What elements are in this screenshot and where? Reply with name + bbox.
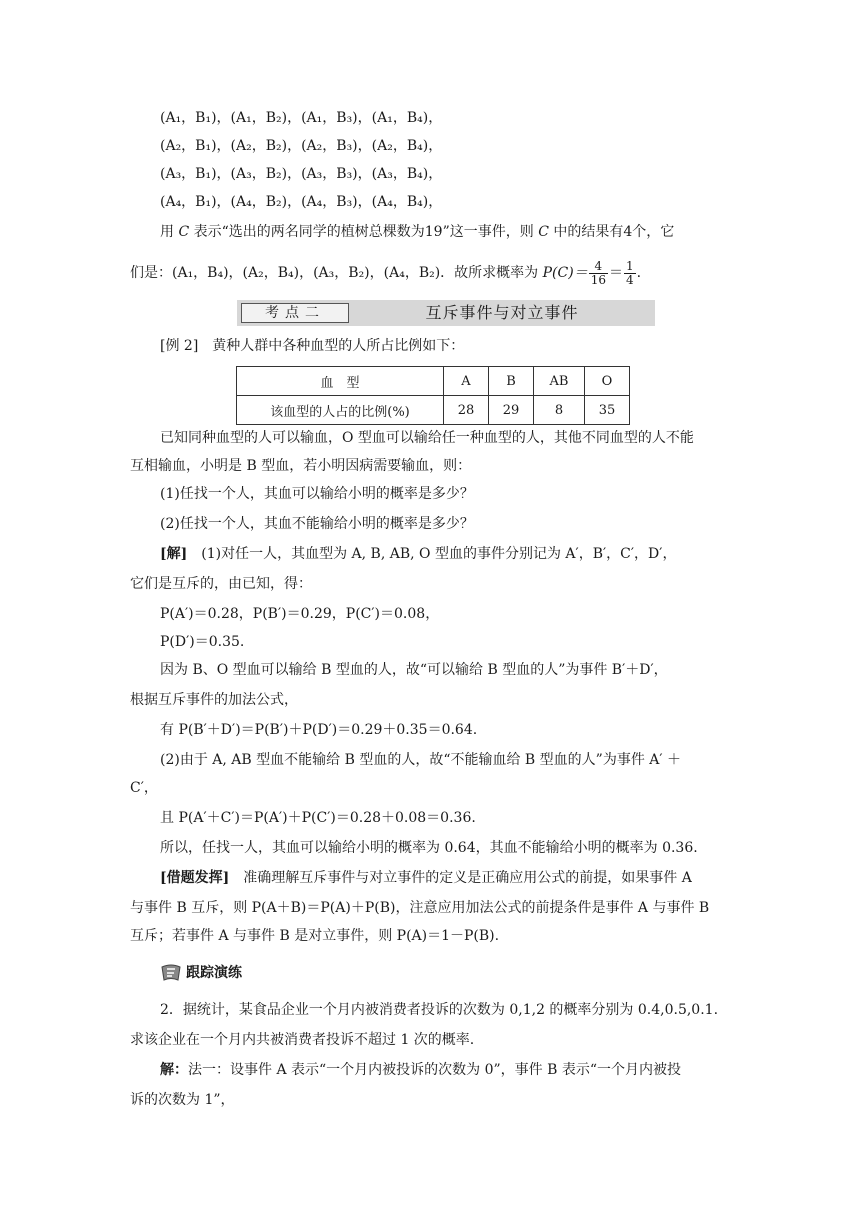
- solution-line: P(D′)＝0.35.: [160, 634, 245, 650]
- table-row-label: 该血型的人占的比例(%): [237, 396, 444, 425]
- solution-line: 因为 B、O 型血可以输给 B 型血的人，故“可以输给 B 型血的人”为事件 B′＋D′，: [160, 662, 668, 678]
- variable: C: [178, 224, 190, 240]
- text: .: [636, 265, 642, 281]
- text: 法一：设事件 A 表示“一个月内被投诉的次数为 0”，事件 B 表示“一个月内被投: [188, 1062, 682, 1078]
- table-cell: 8: [534, 396, 585, 425]
- fraction: [589, 260, 608, 287]
- pair: (A₁，B₄): [371, 110, 429, 126]
- example-label: [例 2]: [160, 338, 199, 354]
- text: 用: [160, 224, 179, 240]
- text: 中的结果有4个，它: [548, 224, 675, 240]
- solution-line: 有 P(B′＋D′)＝P(B′)＋P(D′)＝0.29＋0.35＝0.64.: [160, 722, 478, 738]
- pair: (A₂，B₃): [301, 138, 358, 154]
- exercise-solution-line: 诉的次数为 1”，: [130, 1092, 235, 1108]
- exercise-solution-label: 解：: [160, 1062, 188, 1078]
- text: 表示“选出的两名同学的植树总棵数为19”这一事件，则: [189, 224, 539, 240]
- table-header-cell: O: [585, 367, 630, 396]
- solution-line: 它们是互斥的，由已知，得：: [130, 576, 312, 592]
- exercise-solution-line: [160, 1060, 681, 1080]
- pair: (A₄，B₃): [301, 194, 358, 210]
- pairs-row-2: (A₂，B₁)，(A₂，B₂)，(A₂，B₃)，(A₂，B₄)，: [160, 138, 443, 154]
- practice-icon: [160, 963, 182, 983]
- example-2-intro: [160, 336, 464, 356]
- solution-line: 所以，任找一人，其血可以输给小明的概率为 0.64，其血不能输给小明的概率为 0.36.: [160, 840, 698, 856]
- formula: P(C)＝: [542, 265, 588, 281]
- insight-line: 互斥；若事件 A 与事件 B 是对立事件，则 P(A)＝1－P(B).: [130, 928, 500, 944]
- pairs-row-1: (A₁，B₁)，(A₁，B₂)，(A₁，B₃)，(A₁，B₄)，: [160, 110, 443, 126]
- pair: (A₁，B₃): [301, 110, 358, 126]
- text: 们是：(A₁，B₄)，(A₂，B₄)，(A₃，B₂)，(A₄，B₂)．故所求概率为: [130, 265, 543, 281]
- table-cell: 28: [444, 396, 489, 425]
- solution-line: P(A′)＝0.28，P(B′)＝0.29，P(C′)＝0.08，: [160, 606, 440, 622]
- pair: (A₂，B₂): [230, 138, 288, 154]
- insight-line: 与事件 B 互斥，则 P(A＋B)＝P(A)＋P(B)，注意应用加法公式的前提条件是事件 A 与事件 B: [130, 900, 710, 916]
- variable: C: [538, 224, 549, 240]
- exercise-line: 求该企业在一个月内共被消费者投诉不超过 1 次的概率.: [130, 1032, 475, 1048]
- table-header-cell: A: [444, 367, 489, 396]
- insight-line: [160, 868, 692, 888]
- table-header-cell: AB: [534, 367, 585, 396]
- solution-line: 且 P(A′＋C′)＝P(A′)＋P(C′)＝0.28＋0.08＝0.36.: [160, 810, 476, 826]
- pair: (A₂，B₄): [371, 138, 429, 154]
- solution-label: [解]: [160, 546, 188, 562]
- question-2: (2)任找一个人，其血不能输给小明的概率是多少？: [160, 516, 474, 532]
- solution-line: [160, 544, 676, 564]
- denominator: 4: [625, 272, 634, 287]
- pair: (A₃，B₁): [160, 166, 217, 182]
- solution-line: C′，: [130, 780, 158, 796]
- section-tag: 考点二: [241, 303, 349, 323]
- track-practice-label: 跟踪演练: [186, 965, 242, 981]
- paragraph-line: 互相输血，小明是 B 型血，若小明因病需要输血，则：: [130, 458, 472, 474]
- table-header-cell: B: [489, 367, 534, 396]
- event-c-line-1: [160, 222, 674, 242]
- pairs-row-3: (A₃，B₁)，(A₃，B₂)，(A₃，B₃)，(A₃，B₄)，: [160, 166, 443, 182]
- pairs-row-4: (A₄，B₁)，(A₄，B₂)，(A₄，B₃)，(A₄，B₄)，: [160, 194, 443, 210]
- numerator: 4: [589, 260, 608, 274]
- insight-label: [借题发挥]: [160, 870, 230, 886]
- paragraph-line: 已知同种血型的人可以输血，O 型血可以输给任一种血型的人，其他不同血型的人不能: [160, 430, 694, 446]
- table-row: [237, 396, 630, 425]
- solution-line: 根据互斥事件的加法公式，: [130, 692, 298, 708]
- pair: (A₃，B₂): [230, 166, 288, 182]
- exercise-line: 2．据统计，某食品企业一个月内被消费者投诉的次数为 0,1,2 的概率分别为 0.4,0.5,0.1.: [160, 1002, 719, 1018]
- pair: (A₂，B₁): [160, 138, 217, 154]
- equals-sign: ＝: [608, 265, 623, 281]
- section-banner: [237, 300, 655, 326]
- solution-line: (2)由于 A, AB 型血不能输给 B 型血的人，故“不能输血给 B 型血的人”为事件 A′ ＋: [160, 752, 682, 768]
- pair: (A₃，B₃): [301, 166, 358, 182]
- event-c-line-2: [130, 258, 641, 288]
- pair: (A₄，B₂): [230, 194, 288, 210]
- pair: (A₁，B₁): [160, 110, 217, 126]
- pair: (A₃，B₄): [371, 166, 429, 182]
- pair: (A₄，B₁): [160, 194, 217, 210]
- section-title: 互斥事件与对立事件: [425, 303, 579, 322]
- table-cell: 29: [489, 396, 534, 425]
- table-cell: 35: [585, 396, 630, 425]
- pair: (A₄，B₄): [371, 194, 429, 210]
- text: 准确理解互斥事件与对立事件的定义是正确应用公式的前提，如果事件 A: [243, 870, 692, 886]
- denominator: 16: [590, 272, 606, 287]
- numerator: 1: [625, 258, 634, 273]
- example-intro: 黄种人群中各种血型的人所占比例如下：: [212, 338, 465, 354]
- table-row: [237, 367, 630, 396]
- blood-type-table: [236, 366, 630, 425]
- table-header-label: 血 型: [237, 367, 444, 396]
- text: (1)对任一人，其血型为 A, B, AB, O 型血的事件分别记为 A′，B′，C′，D′，: [201, 546, 677, 562]
- pair: (A₁，B₂): [230, 110, 288, 126]
- question-1: (1)任找一个人，其血可以输给小明的概率是多少？: [160, 486, 474, 502]
- fraction: [624, 260, 636, 287]
